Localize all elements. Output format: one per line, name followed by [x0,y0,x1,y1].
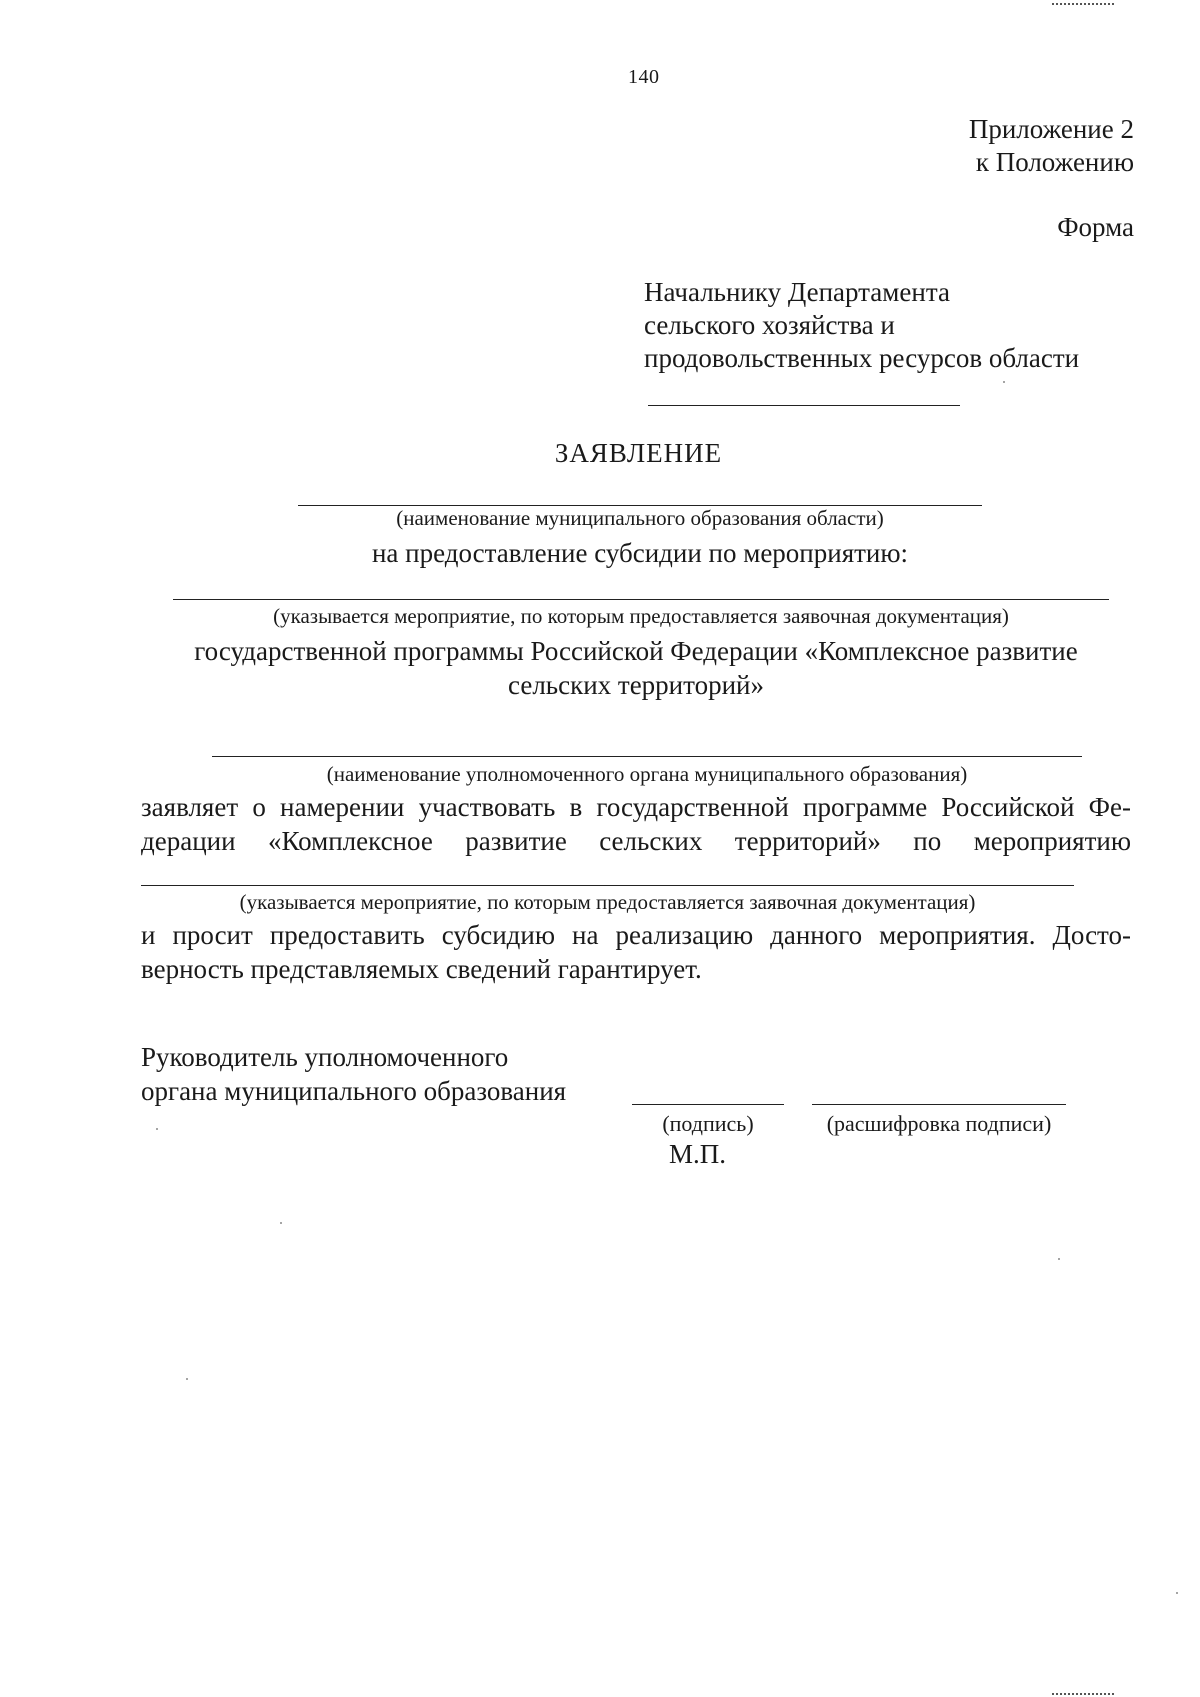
asks-text-line-1: и просит предоставить субсидию на реализацию данного мероприятия. Досто- [141,920,1131,950]
page-number: 140 [628,66,660,88]
addressee-line-1: Начальнику Департамента [644,277,950,307]
event-blank-line-1 [173,599,1109,600]
authorized-body-caption: (наименование уполномоченного органа муниципального образования) [326,762,968,786]
event-blank-line-2 [141,885,1074,886]
scan-speck [280,1222,282,1224]
appendix-line-1: Приложение 2 [968,114,1134,144]
scan-speck [156,1128,158,1130]
addressee-line-3: продовольственных ресурсов области [644,343,1080,373]
addressee-line-2: сельского хозяйства и [644,310,895,340]
event-caption-1: (указывается мероприятие, по которым предоставляется заявочная документация) [273,604,1009,628]
asks-text-line-2: верность представляемых сведений гарантирует. [141,954,702,984]
authorized-body-blank-line [212,756,1082,757]
signature-caption: (подпись) [662,1111,754,1136]
appendix-line-2: к Положению [975,147,1134,177]
scan-speck [1058,1258,1060,1260]
form-label: Форма [1057,212,1134,242]
addressee-name-blank-line [648,405,960,406]
scan-speck [1003,381,1005,383]
declares-text-line-2: дерации «Комплексное развитие сельских территорий» по мероприятию [141,826,1131,856]
subsidy-request-text: на предоставление субсидии по мероприятию: [371,538,909,568]
scan-edge-mark-top [1052,3,1114,5]
appendix-reference [969,113,1134,179]
scan-edge-mark-bottom [1052,1693,1114,1695]
document-title: ЗАЯВЛЕНИЕ [554,438,723,468]
addressee-block [644,276,1079,375]
scan-speck [1176,1592,1178,1594]
event-caption-2: (указывается мероприятие, по которым предоставляется заявочная документация) [239,890,976,914]
program-text-line-1: государственной программы Российской Федерации «Комплексное развитие [194,636,1078,666]
signatory-role-line-1: Руководитель уполномоченного [141,1042,509,1072]
municipality-caption: (наименование муниципального образования области) [396,506,884,530]
signatory-role-line-2: органа муниципального образования [141,1076,567,1106]
program-text-line-2: сельских территорий» [508,670,764,700]
declares-text-line-1: заявляет о намерении участвовать в государственной программе Российской Фе- [141,792,1131,822]
signature-blank-line [632,1104,784,1105]
signature-decoding-caption: (расшифровка подписи) [826,1111,1052,1136]
stamp-place-label: М.П. [669,1139,727,1169]
signature-decoding-blank-line [812,1104,1066,1105]
signatory-role [141,1040,566,1108]
scan-speck [186,1378,188,1380]
